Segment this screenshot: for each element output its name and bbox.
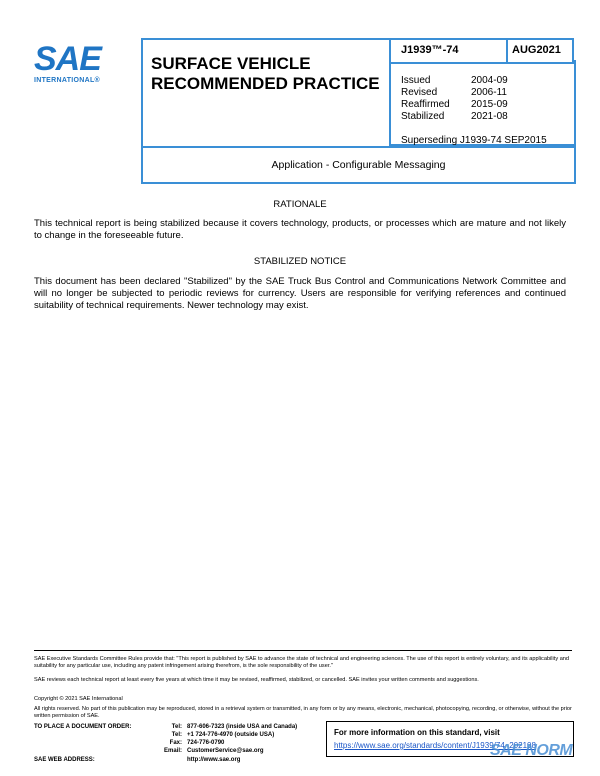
footer-rights: All rights reserved. No part of this publication may be reproduced, stored in a retrieval system or transmitted, in any form or by any means, electronic, mechanical, photocopying, recording, or otherwise, without the prior written permission of SAE. [34,706,572,719]
title-line-2: RECOMMENDED PRACTICE [151,74,380,93]
document-type-title [151,54,380,94]
web-address-label: SAE WEB ADDRESS: [34,757,95,763]
stabilized-notice-text: This document has been declared "Stabilized" by the SAE Truck Bus Control and Communications Network Committee and will no longer be subjected to periodic reviews for currency. Users are responsible for verifying references and continued suitability of technical requirements. Newer technology may exist. [34,276,566,311]
history-value-reaffirmed: 2015-09 [471,99,508,110]
history-label-reaffirmed: Reaffirmed [401,99,450,110]
contact-fax: 724-776-0790 [187,740,225,746]
footer-copyright: Copyright © 2021 SAE International [34,696,123,702]
sae-logo [34,42,134,88]
history-label-stabilized: Stabilized [401,111,445,122]
history-box [389,60,576,146]
application-box [141,146,576,184]
contact-email[interactable]: CustomerService@sae.org [187,748,264,754]
application-text: Application - Configurable Messaging [271,159,446,171]
logo-subtitle: INTERNATIONAL® [34,77,101,84]
contact-key: Fax: [169,740,182,746]
more-info-title: For more information on this standard, visit [334,728,500,737]
history-value-issued: 2004-09 [471,75,508,86]
rationale-heading: RATIONALE [273,199,327,210]
order-label: TO PLACE A DOCUMENT ORDER: [34,724,132,730]
web-address-link[interactable]: http://www.sae.org [187,757,241,763]
stabilized-notice-heading: STABILIZED NOTICE [253,256,347,267]
history-label-revised: Revised [401,87,438,98]
doc-number: J1939™-74 [401,44,459,56]
title-box [141,38,391,148]
contact-key: Email: [163,748,182,754]
contact-phone-international: +1 724-776-4970 (outside USA) [187,732,275,738]
logo-mark: SAE [34,40,101,78]
footer-review: SAE reviews each technical report at least every five years at which time it may be revised, reaffirmed, stabilized, or cancelled. SAE invites your written comments and suggestions. [34,677,479,683]
contact-phone-domestic: 877-606-7323 (inside USA and Canada) [187,724,298,730]
history-value-revised: 2006-11 [471,87,507,98]
footer-rules: SAE Executive Standards Committee Rules provide that: "This report is published by SAE to advance the state of technical and engineering sciences. The use of this report is entirely voluntary, and its applicability and suitability for any particular use, including any patent infringement arising therefrom, is the sole responsibility of the user." [34,656,570,669]
superseding-text: Superseding J1939-74 SEP2015 [401,135,547,146]
watermark: SAE NORM [490,742,573,759]
footer-divider [34,650,572,651]
title-line-1: SURFACE VEHICLE [151,54,311,73]
contact-key: Tel: [171,724,182,730]
history-value-stabilized: 2021-08 [471,111,508,122]
contact-key: Tel: [171,732,182,738]
standard-link[interactable]: https://www.sae.org/standards/content/J1939/74_202108 [334,741,536,750]
history-label-issued: Issued [401,75,431,86]
doc-date: AUG2021 [512,44,561,56]
rationale-text: This technical report is being stabilized because it covers technology, products, or processes which are mature and not likely to change in the foreseeable future. [34,218,566,241]
